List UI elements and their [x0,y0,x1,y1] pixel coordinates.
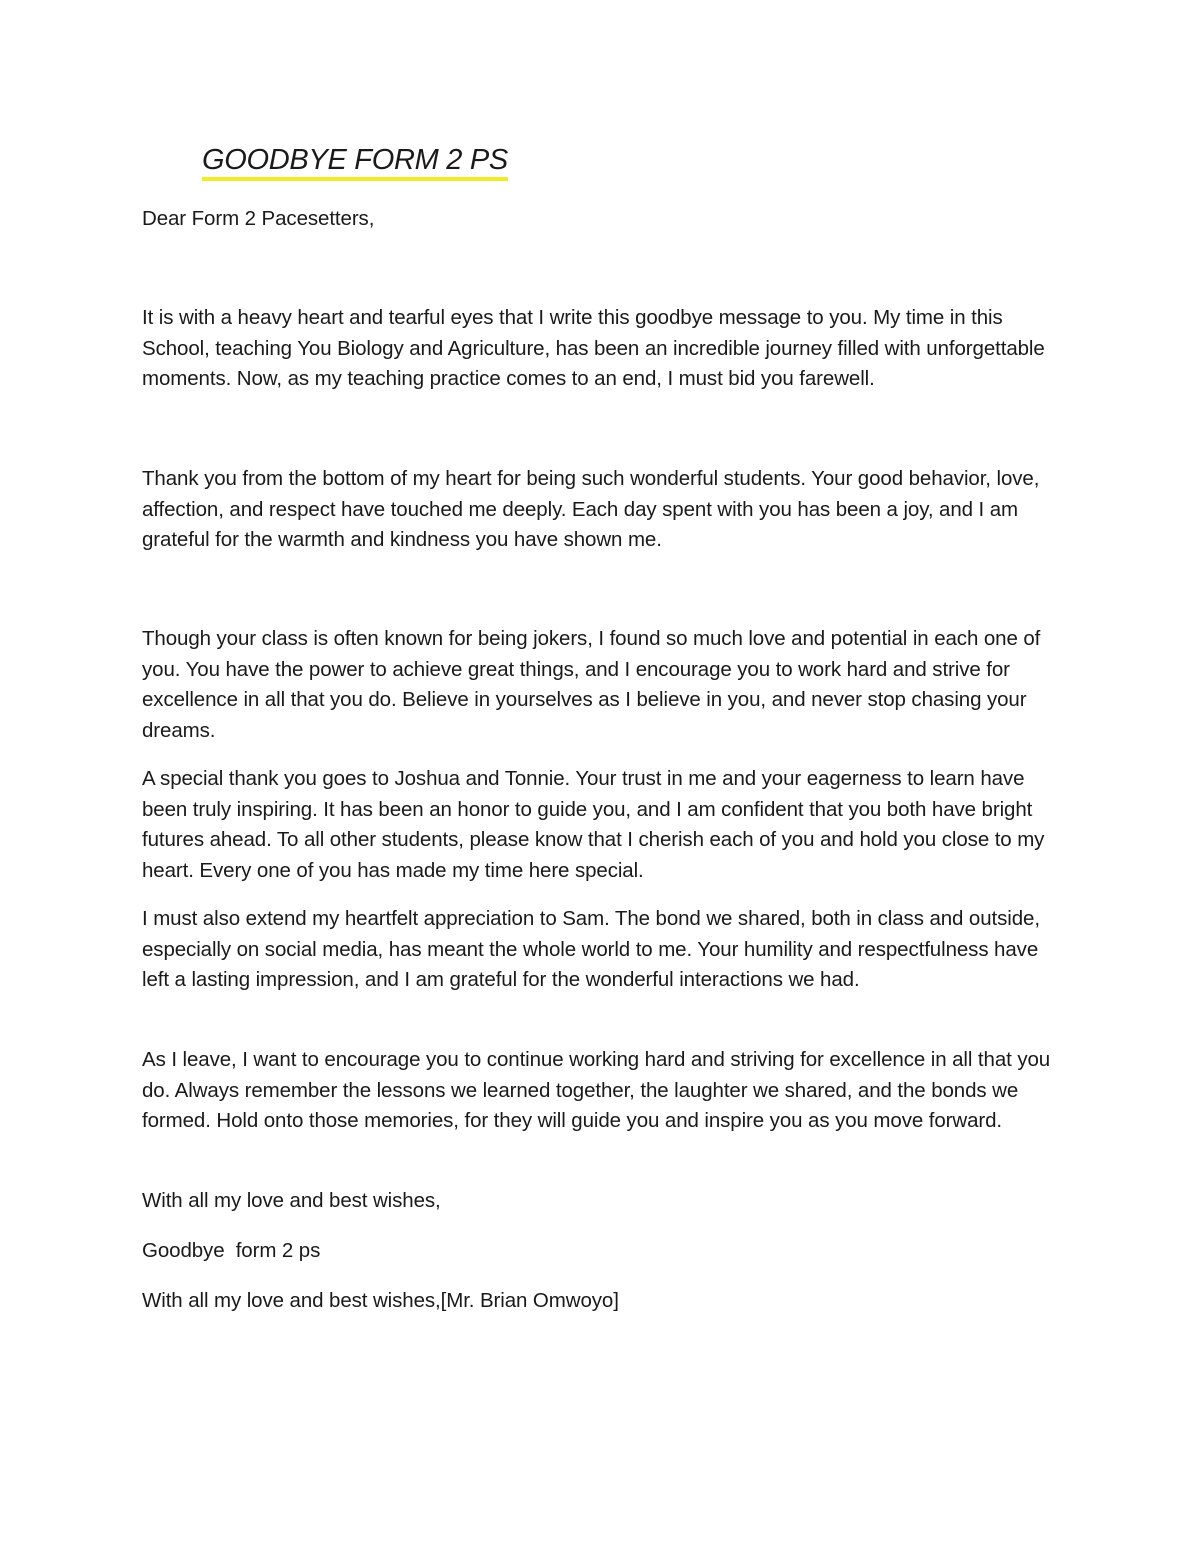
document-title [202,140,508,181]
signature-line: With all my love and best wishes,[Mr. Brian Omwoyo] [142,1289,619,1312]
goodbye-line: Goodbye form 2 ps [142,1239,321,1262]
paragraph-farewell-intro: It is with a heavy heart and tearful eyes that I write this goodbye message to you. My time in this School, teaching You Biology and Agriculture, has been an incredible journey filled with unforgettable moments. Now, as my teaching practice comes to an end, I must bid you farewell. [142,306,1045,390]
paragraph-thank-you: Thank you from the bottom of my heart for being such wonderful students. Your good behavior, love, affection, and respect have touched me deeply. Each day spent with you has been a joy, and I am grateful for the warmth and kindness you have shown me. [142,467,1040,551]
paragraph-appreciation-sam: I must also extend my heartfelt appreciation to Sam. The bond we shared, both in class and outside, especially on social media, has meant the whole world to me. Your humility and respectfulness have left a lasting impression, and I am grateful for the wonderful interactions we had. [142,907,1040,991]
paragraph-special-thanks: A special thank you goes to Joshua and Tonnie. Your trust in me and your eagerness to learn have been truly inspiring. It has been an honor to guide you, and I am confident that you both have bright futures ahead. To all other students, please know that I cherish each of you and hold you close to my heart. Every one of you has made my time here special. [142,767,1045,882]
paragraph-encouragement: As I leave, I want to encourage you to continue working hard and striving for excellence in all that you do. Always remember the lessons we learned together, the laughter we shared, and the bonds we formed. Hold onto those memories, for they will guide you and inspire you as you move forward. [142,1048,1051,1132]
title-highlight: GOODBYE FORM 2 PS [202,143,508,181]
salutation: Dear Form 2 Pacesetters, [142,207,375,230]
closing-line: With all my love and best wishes, [142,1189,441,1212]
paragraph-potential: Though your class is often known for being jokers, I found so much love and potential in each one of you. You have the power to achieve great things, and I encourage you to work hard and strive for excellence in all that you do. Believe in yourselves as I believe in you, and never stop chasing your dreams. [142,627,1041,742]
